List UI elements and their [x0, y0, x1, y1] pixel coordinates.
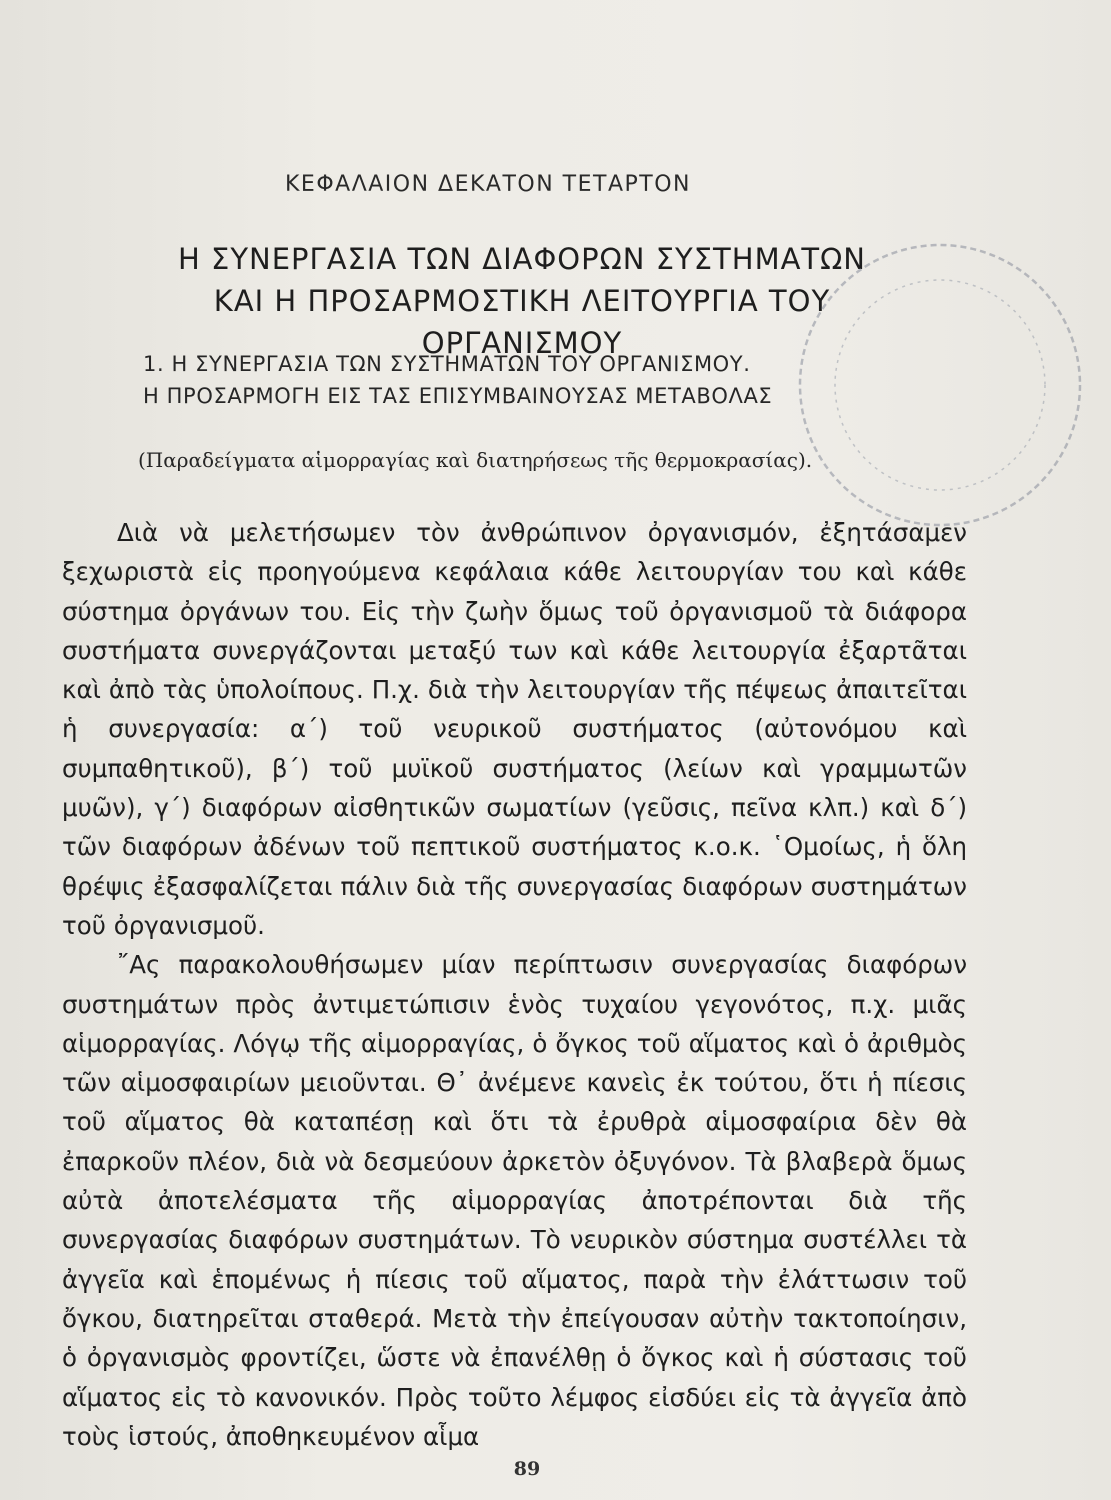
- page-number: 89: [513, 1458, 541, 1480]
- body-text: [62, 513, 967, 1456]
- title-line: Η ΣΥΝΕΡΓΑΣΙΑ ΤΩΝ ΔΙΑΦΟΡΩΝ ΣΥΣΤΗΜΑΤΩΝ: [177, 242, 867, 276]
- section-subtitle: (Παραδείγματα αἱμορραγίας καὶ διατηρήσεως τῆς θερμοκρασίας).: [138, 448, 813, 472]
- chapter-heading: ΚΕΦΑΛΑΙΟΝ ΔΕΚΑΤΟΝ ΤΕΤΑΡΤΟΝ: [285, 172, 691, 197]
- section-line: 1. Η ΣΥΝΕΡΓΑΣΙΑ ΤΩΝ ΣΥΣΤΗΜΑΤΩΝ ΤΟΥ ΟΡΓΑΝΙΣΜΟΥ.: [143, 352, 751, 376]
- paragraph: Διὰ νὰ μελετήσωμεν τὸν ἀνθρώπινον ὀργανισμόν, ἐξητάσαμεν ξεχωριστὰ εἰς προηγούμενα κεφάλαια κάθε λειτουργίαν του καὶ κάθε σύστημα ὀργάνων του. Εἰς τὴν ζωὴν ὅμως τοῦ ὀργανισμοῦ τὰ διάφορα συστήματα συνεργάζονται μεταξύ των καὶ κάθε λειτουργία ἐξαρτᾶται καὶ ἀπὸ τὰς ὑπολοίπους. Π.χ. διὰ τὴν λειτουργίαν τῆς πέψεως ἀπαιτεῖται ἡ συνεργασία: α΄) τοῦ νευρικοῦ συστήματος (αὐτονόμου καὶ συμπαθητικοῦ), β΄) τοῦ μυϊκοῦ συστήματος (λείων καὶ γραμμωτῶν μυῶν), γ΄) διαφόρων αἰσθητικῶν σωματίων (γεῦσις, πεῖνα κλπ.) καὶ δ΄) τῶν διαφόρων ἀδένων τοῦ πεπτικοῦ συστήματος κ.ο.κ. ῾Ομοίως, ἡ ὅλη θρέψις ἐξασφαλίζεται πάλιν διὰ τῆς συνεργασίας διαφόρων συστημάτων τοῦ ὀργανισμοῦ.: [62, 518, 967, 940]
- section-heading: [143, 348, 903, 412]
- section-line: Η ΠΡΟΣΑΡΜΟΓΗ ΕΙΣ ΤΑΣ ΕΠΙΣΥΜΒΑΙΝΟΥΣΑΣ ΜΕΤΑΒΟΛΑΣ: [143, 384, 773, 408]
- chapter-title: [112, 238, 932, 364]
- title-line: ΚΑΙ Η ΠΡΟΣΑΡΜΟΣΤΙΚΗ ΛΕΙΤΟΥΡΓΙΑ ΤΟΥ ΟΡΓΑΝΙΣΜΟΥ: [213, 284, 831, 360]
- paragraph: ῎Ας παρακολουθήσωμεν μίαν περίπτωσιν συνεργασίας διαφόρων συστημάτων πρὸς ἀντιμετώπισιν ἑνὸς τυχαίου γεγονότος, π.χ. μιᾶς αἱμορραγίας. Λόγῳ τῆς αἱμορραγίας, ὁ ὄγκος τοῦ αἵματος καὶ ὁ ἀριθμὸς τῶν αἱμοσφαιρίων μειοῦνται. Θ᾽ ἀνέμενε κανεὶς ἐκ τούτου, ὅτι ἡ πίεσις τοῦ αἵματος θὰ καταπέσῃ καὶ ὅτι τὰ ἐρυθρὰ αἱμοσφαίρια δὲν θὰ ἐπαρκοῦν πλέον, διὰ νὰ δεσμεύουν ἀρκετὸν ὀξυγόνον. Τὰ βλαβερὰ ὅμως αὐτὰ ἀποτελέσματα τῆς αἱμορραγίας ἀποτρέπονται διὰ τῆς συνεργασίας διαφόρων συστημάτων. Τὸ νευρικὸν σύστημα συστέλλει τὰ ἀγγεῖα καὶ ἑπομένως ἡ πίεσις τοῦ αἵματος, παρὰ τὴν ἐλάττωσιν τοῦ ὄγκου, διατηρεῖται σταθερά. Μετὰ τὴν ἐπείγουσαν αὐτὴν τακτοποίησιν, ὁ ὀργανισμὸς φροντίζει, ὥστε νὰ ἐπανέλθῃ ὁ ὄγκος καὶ ἡ σύστασις τοῦ αἵματος εἰς τὸ κανονικόν. Πρὸς τοῦτο λέμφος εἰσδύει εἰς τὰ ἀγγεῖα ἀπὸ τοὺς ἱστούς, ἀποθηκευμένον αἷμα: [62, 950, 967, 1451]
